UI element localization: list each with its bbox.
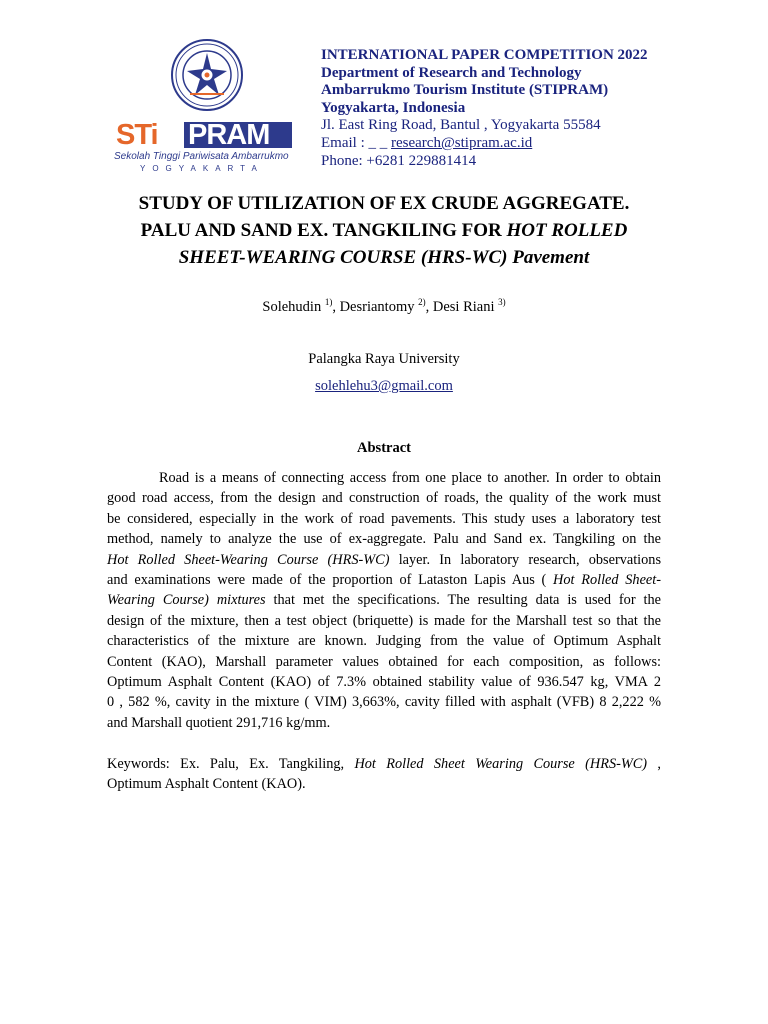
- institute-phone: Phone: +6281 229881414: [321, 152, 477, 169]
- wordmark-sti: STi: [116, 119, 158, 151]
- abstract-line: and Marshall quotient 291,716 kg/mm.: [107, 714, 331, 731]
- logo-city: YOGYAKARTA: [140, 164, 264, 173]
- author-separator: ,: [425, 298, 433, 315]
- abstract-line: good road access, from the design and construction of roads, the quality of the work must: [107, 490, 661, 507]
- keywords-line: [107, 754, 661, 774]
- competition-name: INTERNATIONAL PAPER COMPETITION 2022: [321, 47, 648, 63]
- abstract-line: [107, 570, 661, 590]
- author-email-link[interactable]: solehlehu3@gmail.com: [315, 378, 453, 394]
- author-name: Solehudin: [262, 298, 322, 315]
- author-list: [0, 297, 768, 316]
- stipram-emblem-icon: [170, 38, 244, 112]
- keywords-italic: Hot Rolled Sheet Wearing Course (HRS-WC): [354, 756, 648, 772]
- keywords-label: Keywords: Ex. Palu, Ex. Tangkiling,: [107, 756, 355, 772]
- abstract-text: that met the specifications. The resulting data is used for the: [273, 592, 661, 609]
- title-line-1: STUDY OF UTILIZATION OF EX CRUDE AGGREGATE.: [138, 193, 630, 214]
- abstract-italic: Wearing Course) mixtures: [107, 592, 266, 609]
- abstract-line: [107, 590, 661, 610]
- stipram-wordmark: [112, 120, 302, 150]
- institute-location: Yogyakarta, Indonesia: [321, 99, 466, 116]
- department-name: Department of Research and Technology: [321, 64, 582, 81]
- institute-address: Jl. East Ring Road, Bantul , Yogyakarta 55584: [321, 117, 601, 134]
- title-line-2-italic: HOT ROLLED: [506, 220, 628, 241]
- institute-email-link[interactable]: research@stipram.ac.id: [391, 134, 533, 151]
- affiliation: Palangka Raya University: [308, 351, 460, 367]
- title-line-2: [80, 217, 688, 244]
- author-affil-mark: 1): [324, 297, 333, 307]
- author-affil-mark: 2): [418, 297, 426, 307]
- author-name: Desriantomy: [339, 298, 415, 315]
- abstract-line: characteristics of the mixture are known. Judging from the value of Optimum Asphalt: [107, 633, 661, 650]
- keywords-tail: ,: [647, 756, 661, 772]
- author-affil-mark: 3): [498, 297, 506, 307]
- keywords-line: Optimum Asphalt Content (KAO).: [107, 776, 306, 793]
- keywords: [107, 754, 661, 795]
- abstract-line: Optimum Asphalt Content (KAO) of 7.3% obtained stability value of 936.547 kg, VMA 2: [107, 673, 661, 690]
- paper-title: [80, 190, 688, 271]
- author-name: Desi Riani: [432, 298, 495, 315]
- institute-email-line: [321, 135, 648, 153]
- title-line-3: [80, 244, 688, 271]
- institute-name: Ambarrukmo Tourism Institute (STIPRAM): [321, 82, 609, 99]
- abstract-text: layer. In laboratory research, observations: [398, 551, 662, 568]
- wordmark-pram: PRAM: [188, 119, 270, 151]
- abstract-heading: Abstract: [357, 440, 411, 456]
- logo-subtitle: Sekolah Tinggi Pariwisata Ambarrukmo: [114, 151, 289, 162]
- abstract-italic: Hot Rolled Sheet-: [553, 571, 661, 588]
- author-separator: ,: [332, 298, 340, 315]
- abstract-line: 0 , 582 %, cavity in the mixture ( VIM) 3,663%, cavity filled with asphalt (VFB) 8 2,222 %: [107, 694, 661, 711]
- abstract-line: design of the mixture, then a test object (briquette) is made for the Marshall test so that the: [107, 612, 661, 629]
- org-header: [321, 47, 648, 170]
- abstract-line: Road is a means of connecting access from one place to another. In order to obtain: [159, 470, 661, 486]
- email-label: Email : _ _: [321, 134, 391, 151]
- abstract-line: [107, 550, 661, 570]
- abstract-text: and examinations were made of the proportion of Lataston Lapis Aus (: [107, 571, 547, 588]
- abstract-line: method, namely to analyze the use of ex-aggregate. Palu and Sand ex. Tangkiling on the: [107, 531, 661, 548]
- abstract-italic: Hot Rolled Sheet-Wearing Course (HRS-WC): [107, 551, 390, 568]
- abstract-line: Content (KAO), Marshall parameter values obtained for each composition, as follows:: [107, 653, 661, 670]
- title-line-2-normal: PALU AND SAND EX. TANGKILING FOR: [140, 220, 507, 241]
- abstract-body: [107, 468, 661, 733]
- title-line-3-italic: SHEET-WEARING COURSE (HRS-WC) Pavement: [178, 247, 590, 268]
- abstract-line: be considered, especially in the work of road pavements. This study uses a laboratory test: [107, 510, 661, 527]
- stipram-logo: [112, 38, 302, 176]
